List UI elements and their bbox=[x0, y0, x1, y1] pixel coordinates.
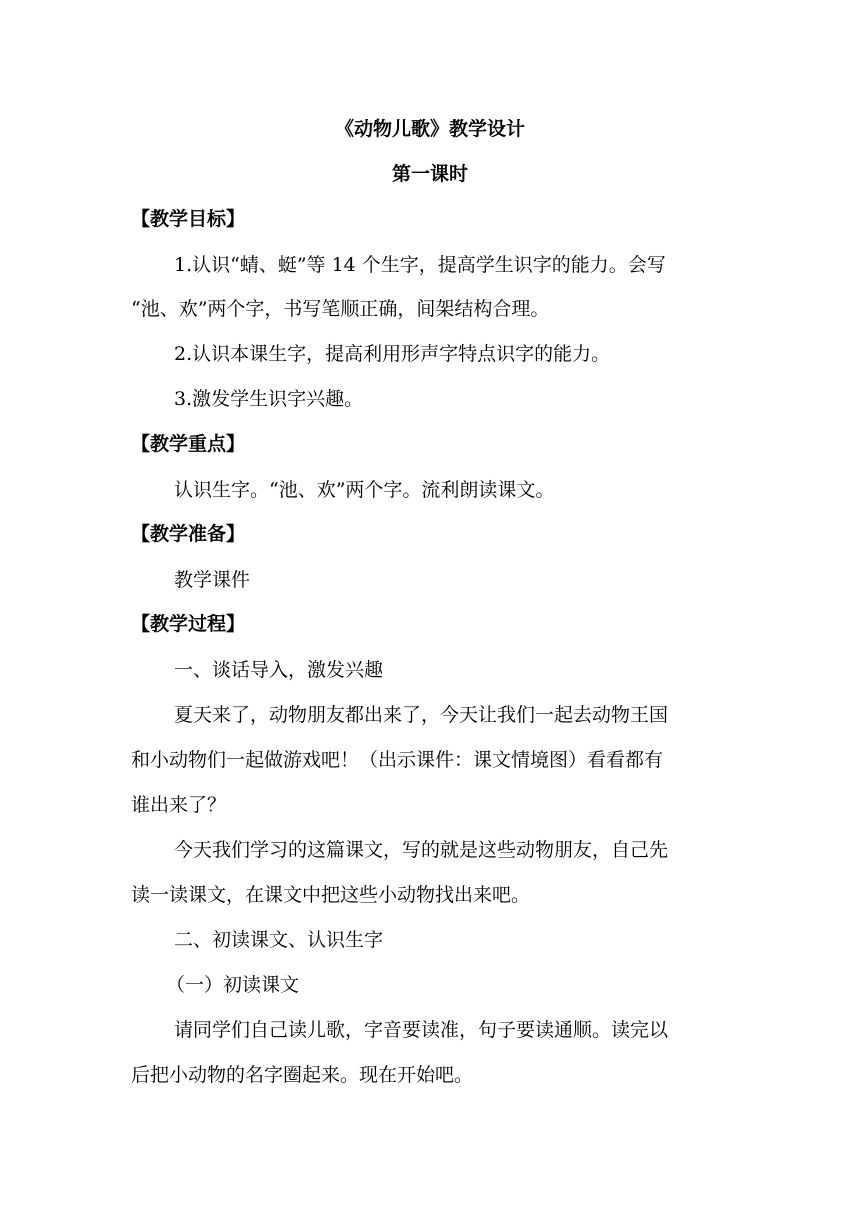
step-2-paragraph-1-line-1: 请同学们自己读儿歌，字音要读准，句子要读通顺。读完以 bbox=[174, 1019, 669, 1041]
objective-1-line-2: “池、欢”两个字，书写笔顺正确，间架结构合理。 bbox=[131, 298, 550, 320]
document-title: 《动物儿歌》教学设计 bbox=[334, 118, 525, 140]
objective-3: 3.激发学生识字兴趣。 bbox=[174, 388, 364, 410]
step-2-subsection-1: （一）初读课文 bbox=[166, 974, 300, 996]
preparation-text: 教学课件 bbox=[174, 569, 251, 591]
process-heading: 【教学过程】 bbox=[131, 613, 246, 635]
step-1-paragraph-1-line-2: 和小动物们一起做游戏吧！（出示课件：课文情境图）看看都有 bbox=[131, 749, 664, 771]
objectives-heading: 【教学目标】 bbox=[131, 208, 246, 230]
step-1-title: 一、谈话导入，激发兴趣 bbox=[174, 659, 384, 681]
step-1-paragraph-1-line-1: 夏天来了，动物朋友都出来了，今天让我们一起去动物王国 bbox=[174, 704, 669, 726]
preparation-heading: 【教学准备】 bbox=[131, 523, 246, 545]
step-1-paragraph-2-line-1: 今天我们学习的这篇课文，写的就是这些动物朋友，自己先 bbox=[174, 839, 669, 861]
key-points-heading: 【教学重点】 bbox=[131, 433, 246, 455]
key-points-text: 认识生字。“池、欢”两个字。流利朗读课文。 bbox=[174, 479, 555, 501]
step-1-paragraph-2-line-2: 读一读课文，在课文中把这些小动物找出来吧。 bbox=[131, 884, 531, 906]
step-1-paragraph-1-line-3: 谁出来了？ bbox=[131, 794, 227, 816]
step-2-paragraph-1-line-2: 后把小动物的名字圈起来。现在开始吧。 bbox=[131, 1064, 474, 1086]
document-subtitle: 第一课时 bbox=[391, 163, 468, 185]
objective-1-line-1: 1.认识“蜻、蜓”等 14 个生字，提高学生识字的能力。会写 bbox=[174, 254, 666, 276]
objective-2: 2.认识本课生字，提高利用形声字特点识字的能力。 bbox=[174, 343, 611, 365]
step-2-title: 二、初读课文、认识生字 bbox=[174, 929, 384, 951]
